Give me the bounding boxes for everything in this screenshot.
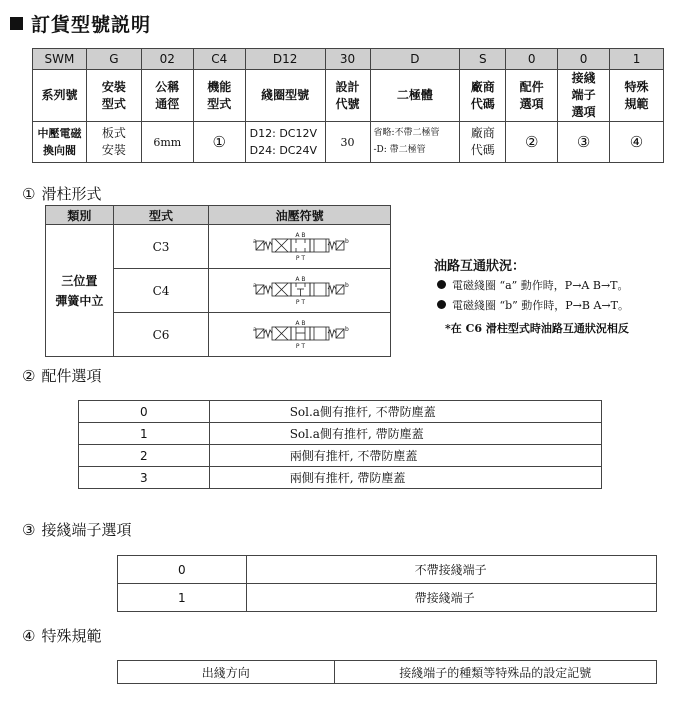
text-line: 6mm: [153, 135, 182, 149]
text-line: 規範: [624, 96, 649, 111]
code-label-cell: [325, 70, 370, 122]
text-line: 二極體: [396, 88, 433, 102]
section-terminal-title: [22, 519, 131, 540]
code-header-cell: D: [370, 49, 460, 70]
sol-label-a: a: [252, 281, 257, 289]
coil-a-slash: [256, 241, 264, 250]
port-label-pt: P T: [295, 342, 305, 350]
code-value-cell: [370, 122, 460, 163]
code-label-cell: [558, 70, 610, 122]
code-label-cell: [86, 70, 141, 122]
accessory-desc: 兩側有推杆, 不帶防塵蓋: [209, 445, 601, 467]
text-line: 選項: [571, 105, 596, 119]
oil-path-text: 電磁綫圈 “b” 動作時，P→B A→T。: [452, 299, 629, 312]
code-label-cell: [141, 70, 193, 122]
text-line: 代號: [335, 96, 360, 111]
code-label-cell: [370, 70, 460, 122]
code-header-cell: 30: [325, 49, 370, 70]
valve-envelope-1: [291, 239, 310, 252]
coil-b-slash: [336, 241, 344, 250]
spring-left: [264, 330, 272, 337]
code-label-cell: [193, 70, 245, 122]
bullet-icon: [437, 300, 446, 309]
code-value-cell: [610, 122, 664, 163]
valve-symbol-icon: [250, 317, 350, 353]
spool-type: C6: [113, 313, 209, 357]
text-line: 配件: [519, 79, 544, 94]
text-line: ③: [576, 132, 591, 151]
text-line: 型式: [101, 96, 126, 111]
text-line: 30: [340, 135, 355, 149]
special-table: [117, 660, 657, 684]
coil-b-slash: [336, 285, 344, 294]
oil-path-line: [437, 297, 629, 313]
section-number: ②: [22, 367, 36, 385]
code-value-cell: [325, 122, 370, 163]
code-header-cell: C4: [193, 49, 245, 70]
code-header-row: [33, 49, 664, 70]
text-line: 特殊: [624, 79, 649, 94]
section-number: ③: [22, 521, 36, 539]
text-line: 安裝: [101, 143, 126, 157]
text-line: 廠商: [470, 79, 495, 94]
code-label-cell: [506, 70, 558, 122]
sol-label-a: a: [252, 325, 257, 333]
terminal-desc: 帶接綫端子: [246, 584, 656, 612]
port-label-ab: A B: [295, 319, 306, 327]
terminal-row: [118, 556, 657, 584]
code-value-cell: [86, 122, 141, 163]
coil-a-slash: [256, 329, 264, 338]
accessory-code: 1: [79, 423, 210, 445]
text-line: 設計: [335, 79, 360, 94]
spool-header-row: [46, 206, 391, 225]
code-value-cell: [506, 122, 558, 163]
section-title-text: 接綫端子選項: [41, 521, 132, 539]
code-header-cell: 1: [610, 49, 664, 70]
port-label-pt: P T: [295, 254, 305, 262]
terminal-row: [118, 584, 657, 612]
accessory-row: [79, 423, 602, 445]
port-label-ab: A B: [295, 275, 306, 283]
special-right: 接綫端子的種類等特殊品的設定記號: [334, 661, 656, 684]
text-line: 中壓電磁: [37, 127, 82, 140]
section-spool-title: [22, 183, 101, 204]
code-value-cell: [193, 122, 245, 163]
accessory-desc: Sol.a側有推杆, 帶防塵蓋: [209, 423, 601, 445]
text-line: 系列號: [41, 88, 78, 102]
accessory-code: 2: [79, 445, 210, 467]
code-header-cell: 02: [141, 49, 193, 70]
text-line: 換向閥: [42, 144, 76, 157]
text-line: 綫圈型號: [261, 88, 310, 102]
accessory-code: 0: [79, 401, 210, 423]
text-line: D12: DC12V: [249, 127, 318, 140]
code-value-row: [33, 122, 664, 163]
text-line: 安裝: [101, 79, 126, 94]
accessory-row: [79, 401, 602, 423]
spool-header-cell: 油壓符號: [209, 206, 391, 225]
text-line: 型式: [207, 96, 232, 111]
valve-symbol-icon: [250, 229, 350, 265]
code-header-cell: G: [86, 49, 141, 70]
text-line: 省略:不帶二極管: [373, 128, 440, 138]
sol-label-b: b: [344, 325, 349, 333]
code-value-cell: [33, 122, 87, 163]
text-line: 彈簧中立: [55, 293, 104, 308]
accessory-table: [78, 400, 602, 489]
port-label-ab: A B: [295, 231, 306, 239]
spool-symbol: [209, 269, 391, 313]
text-line: 廠商: [470, 126, 495, 140]
accessory-code: 3: [79, 467, 210, 489]
coil-a-slash: [256, 285, 264, 294]
valve-envelope-1: [291, 327, 310, 340]
spool-table: [45, 205, 391, 357]
text-line: 選項: [519, 96, 544, 111]
text-line: 代碼: [470, 96, 495, 111]
spool-header-cell: 類別: [46, 206, 114, 225]
code-header-cell: D12: [245, 49, 325, 70]
terminal-desc: 不帶接綫端子: [246, 556, 656, 584]
section-special-title: [22, 625, 101, 646]
text-line: 三位置: [61, 273, 98, 288]
text-line: D24: DC24V: [249, 144, 318, 157]
code-value-cell: [141, 122, 193, 163]
section-number: ①: [22, 185, 36, 203]
terminal-table: [117, 555, 657, 612]
code-label-cell: [33, 70, 87, 122]
oil-path-title: 油路互通狀況：: [434, 259, 526, 274]
section-title-text: 特殊規範: [41, 627, 102, 645]
valve-symbol-icon: [250, 273, 350, 309]
accessory-row: [79, 467, 602, 489]
spool-symbol: [209, 313, 391, 357]
spring-left: [264, 286, 272, 293]
code-value-cell: [245, 122, 325, 163]
text-line: 公稱: [155, 79, 180, 94]
special-row: [118, 661, 657, 684]
order-code-table: [32, 48, 664, 163]
bullet-icon: [437, 280, 446, 289]
text-line: ④: [629, 132, 644, 151]
oil-path-line: [437, 277, 629, 293]
square-bullet-icon: [10, 17, 23, 30]
code-header-cell: 0: [506, 49, 558, 70]
spool-header-cell: 型式: [113, 206, 209, 225]
text-line: 代碼: [470, 143, 495, 157]
code-label-cell: [460, 70, 506, 122]
accessory-desc: 兩側有推杆, 帶防塵蓋: [209, 467, 601, 489]
text-line: ②: [524, 132, 539, 151]
spring-left: [264, 242, 272, 249]
page-title: [10, 10, 151, 37]
text-line: 接綫: [571, 71, 596, 85]
code-label-cell: [245, 70, 325, 122]
code-label-cell: [610, 70, 664, 122]
sol-label-a: a: [252, 237, 257, 245]
text-line: 端子: [571, 88, 596, 102]
sol-label-b: b: [344, 281, 349, 289]
code-header-cell: 0: [558, 49, 610, 70]
special-left: 出綫方向: [118, 661, 335, 684]
oil-path-text: 電磁綫圈 “a” 動作時，P→A B→T。: [452, 279, 629, 292]
spool-group-label: [46, 225, 114, 357]
text-line: -D: 帶二極管: [373, 145, 426, 155]
spool-symbol: [209, 225, 391, 269]
oil-path-note: *在 C6 滑柱型式時油路互通狀況相反: [445, 322, 629, 335]
accessory-row: [79, 445, 602, 467]
spool-type: C3: [113, 225, 209, 269]
section-title-text: 滑柱形式: [41, 185, 102, 203]
spool-type: C4: [113, 269, 209, 313]
sol-label-b: b: [344, 237, 349, 245]
coil-b-slash: [336, 329, 344, 338]
port-label-pt: P T: [295, 298, 305, 306]
code-header-cell: SWM: [33, 49, 87, 70]
section-title-text: 配件選項: [41, 367, 102, 385]
text-line: 機能: [207, 79, 232, 94]
code-value-cell: [558, 122, 610, 163]
text-line: 通徑: [155, 96, 180, 111]
spool-row: [46, 225, 391, 269]
accessory-desc: Sol.a側有推杆, 不帶防塵蓋: [209, 401, 601, 423]
code-label-row: [33, 70, 664, 122]
text-line: 板式: [101, 126, 126, 140]
code-value-cell: [460, 122, 506, 163]
section-number: ④: [22, 627, 36, 645]
terminal-code: 1: [118, 584, 247, 612]
page-title-text: 訂貨型號説明: [31, 14, 152, 36]
section-accessory-title: [22, 365, 101, 386]
code-header-cell: S: [460, 49, 506, 70]
terminal-code: 0: [118, 556, 247, 584]
text-line: ①: [212, 132, 226, 151]
